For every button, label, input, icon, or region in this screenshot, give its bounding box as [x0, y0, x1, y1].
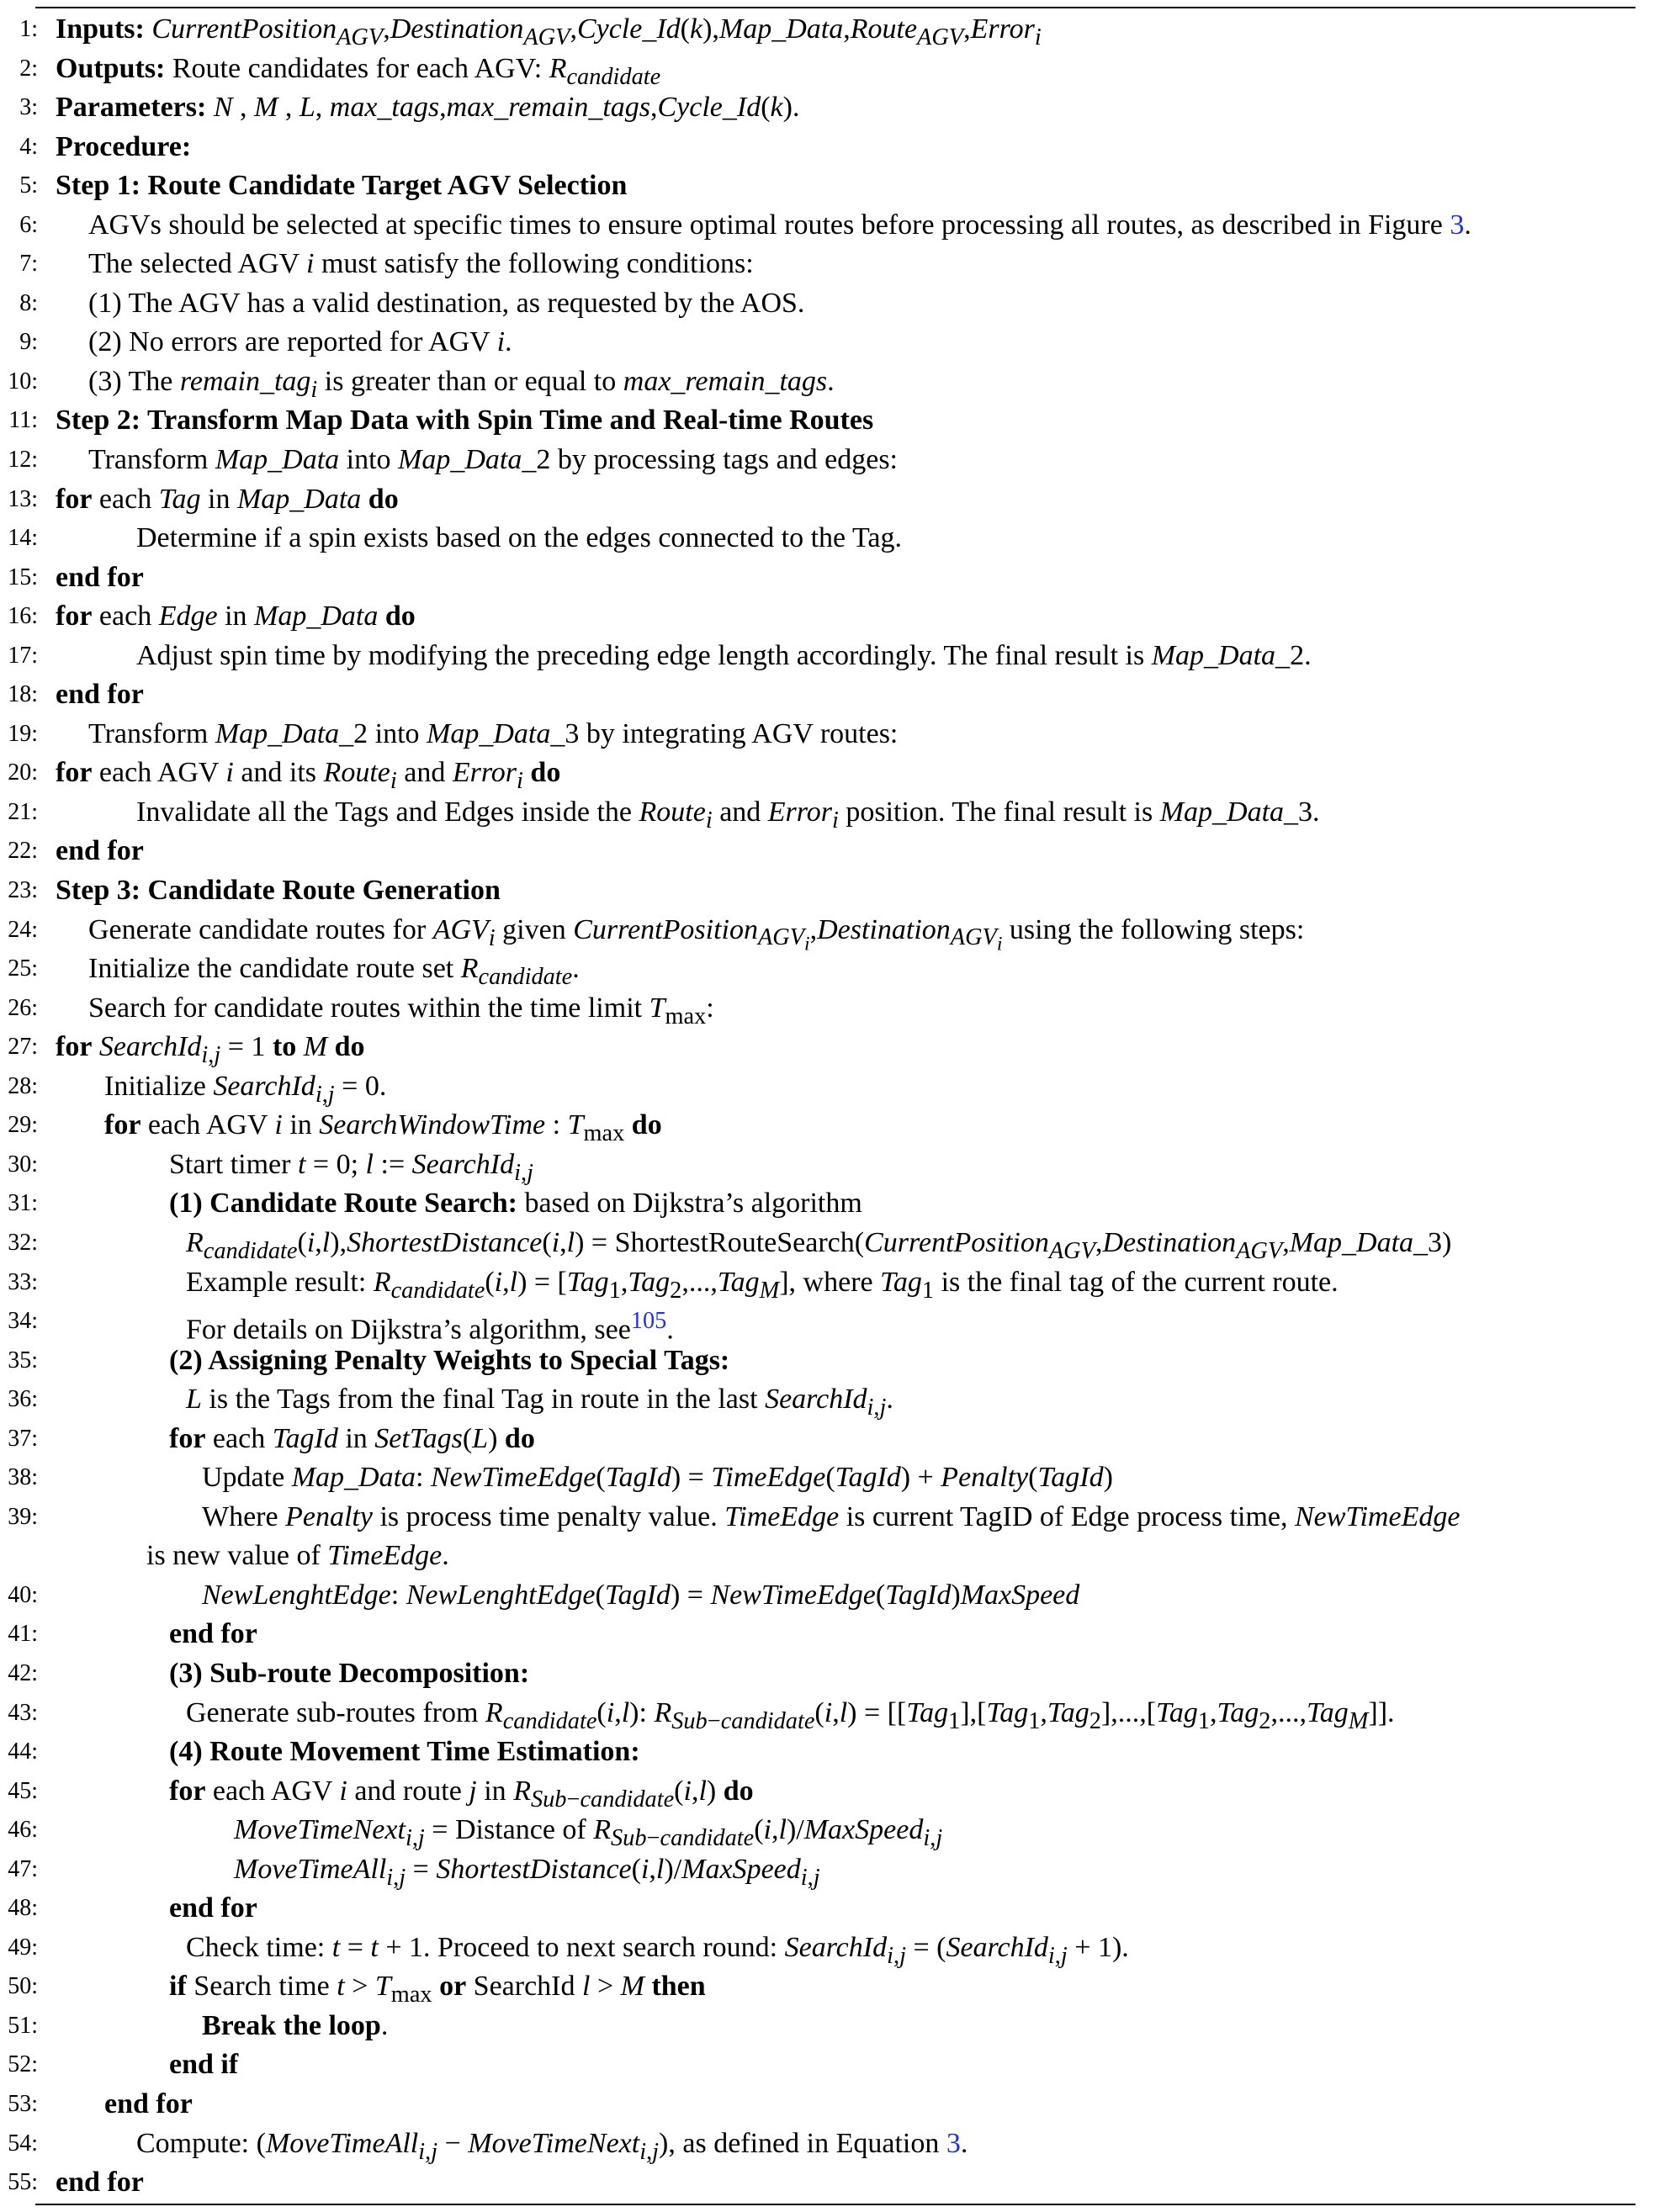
line-text: Start timer t = 0; l := SearchId$_{i,j}$ — [169, 1148, 533, 1186]
line-number: 24: — [8, 916, 38, 943]
line-text: (2) Assigning Penalty Weights to Special Tags: — [169, 1344, 730, 1376]
algorithm-block — [0, 10, 1670, 2203]
algorithm-line — [0, 167, 1670, 206]
line-number: 2: — [19, 55, 38, 82]
algorithm-line — [0, 2007, 1670, 2046]
line-text: end for — [56, 835, 144, 867]
line-text: end for — [56, 561, 144, 593]
algorithm-line — [0, 245, 1670, 284]
algorithm-line — [0, 323, 1670, 362]
line-text: end for — [56, 2167, 144, 2199]
line-number: 13: — [8, 485, 38, 512]
algorithm-line — [0, 832, 1670, 871]
line-number: 34: — [8, 1308, 38, 1335]
line-number: 31: — [8, 1190, 38, 1217]
algorithm-line — [0, 2045, 1670, 2085]
line-number: 37: — [8, 1425, 38, 1452]
algorithm-line — [0, 1224, 1670, 1263]
line-text: Generate sub-routes from $R_{candidate}(i,l)$: $R_{Sub-candidate}(i,l) = [[Tag_1],[Tag_1,Tag_2],...,[Tag_1,Tag_2,...,Tag_M]]$. — [186, 1696, 1395, 1734]
line-text: Break the loop. — [202, 2009, 389, 2041]
line-number: 32: — [8, 1229, 38, 1256]
line-text: The selected AGV i must satisfy the following conditions: — [88, 248, 754, 280]
top-rule — [35, 7, 1636, 8]
line-number: 3: — [19, 94, 38, 121]
line-text: Inputs: CurrentPosition$_{AGV}$,Destination$_{AGV}$,Cycle_Id(k),Map_Data,Route$_{AGV}$,Error$_i$ — [56, 13, 1042, 50]
algorithm-line — [0, 1498, 1670, 1576]
algorithm-line — [0, 2125, 1670, 2164]
algorithm-line — [0, 362, 1670, 402]
line-number: 40: — [8, 1581, 38, 1608]
line-text: Update Map_Data: NewTimeEdge(TagId) = TimeEdge(TagId) + Penalty(TagId) — [202, 1462, 1113, 1494]
line-number: 10: — [8, 368, 38, 394]
line-text: for each TagId in SetTags(L) do — [169, 1422, 535, 1454]
line-text: Outputs: Route candidates for each AGV: $R_{candidate}$ — [56, 52, 661, 90]
algorithm-line — [0, 1929, 1670, 1968]
algorithm-line — [0, 1106, 1670, 1146]
line-number: 16: — [8, 603, 38, 630]
algorithm-line — [0, 50, 1670, 89]
line-number: 6: — [19, 211, 38, 238]
line-text: NewLenghtEdge: NewLenghtEdge(TagId) = NewTimeEdge(TagId)MaxSpeed — [202, 1579, 1080, 1611]
algorithm-line — [0, 1067, 1670, 1107]
line-text: end for — [169, 1892, 257, 1924]
algorithm-line — [0, 1615, 1670, 1654]
line-number: 46: — [8, 1817, 38, 1844]
algorithm-line — [0, 284, 1670, 324]
line-number: 35: — [8, 1347, 38, 1373]
line-text: end if — [169, 2049, 239, 2081]
line-number: 48: — [8, 1895, 38, 1922]
line-text: for each AGV i and route j in $R_{Sub-candidate}(i,l)$ do — [169, 1775, 754, 1812]
line-number: 23: — [8, 877, 38, 904]
line-text: Generate candidate routes for $AGV_i$ given CurrentPosition$_{AGV_i}$,Destination$_{AGV_i}$ using the following steps: — [88, 913, 1305, 956]
line-text: MoveTimeNext$_{i,j}$ = Distance of $R_{Sub-candidate}(i,l)/MaxSpeed_{i,j}$ — [234, 1814, 943, 1851]
algorithm-line — [0, 401, 1670, 441]
algorithm-line — [0, 1811, 1670, 1850]
line-text: (3) Sub-route Decomposition: — [169, 1657, 530, 1689]
line-number: 28: — [8, 1072, 38, 1099]
algorithm-line — [0, 793, 1670, 833]
line-number: 15: — [8, 564, 38, 590]
line-number: 21: — [8, 798, 38, 825]
line-text: Transform Map_Data into Map_Data_2 by processing tags and edges: — [88, 444, 899, 476]
algorithm-line — [0, 519, 1670, 558]
line-text: Check time: t = t + 1. Proceed to next search round: SearchId$_{i,j}$ = (SearchId$_{i,j}$ + 1). — [186, 1931, 1129, 1969]
line-text: for each AGV i in SearchWindowTime : $T_{max}$ do — [104, 1109, 662, 1147]
line-text: Step 2: Transform Map Data with Spin Time and Real-time Routes — [56, 405, 874, 437]
line-text: Where Penalty is process time penalty value. TimeEdge is current TagID of Edge process time, NewTimeEdge is new value of TimeEdge. — [202, 1498, 1643, 1576]
line-number: 49: — [8, 1934, 38, 1961]
algorithm-line — [0, 1028, 1670, 1067]
line-number: 27: — [8, 1034, 38, 1061]
line-text: (1) Candidate Route Search: based on Dijkstra’s algorithm — [169, 1188, 862, 1220]
line-text: Determine if a spin exists based on the edges connected to the Tag. — [136, 522, 902, 554]
algorithm-line — [0, 597, 1670, 637]
algorithm-line — [0, 441, 1670, 480]
algorithm-line — [0, 1967, 1670, 2007]
line-number: 29: — [8, 1112, 38, 1139]
algorithm-line — [0, 2163, 1670, 2203]
line-number: 17: — [8, 642, 38, 669]
line-text: Step 3: Candidate Route Generation — [56, 875, 501, 907]
line-text: $R_{candidate}(i,l),ShortestDistance(i,l)$ = ShortestRouteSearch(CurrentPosition$_{AGV}$,Destination$_{AGV}$,Map_Data_3) — [186, 1226, 1452, 1264]
algorithm-line — [0, 2085, 1670, 2125]
line-number: 20: — [8, 759, 38, 786]
algorithm-line — [0, 637, 1670, 676]
algorithm-line — [0, 88, 1670, 128]
line-number: 41: — [8, 1621, 38, 1648]
line-text: if Search time $t > T_{max}$ or SearchId l > M then — [169, 1971, 706, 2008]
line-number: 11: — [8, 407, 38, 434]
line-text: MoveTimeAll$_{i,j}$ = ShortestDistance(i,l)/MaxSpeed$_{i,j}$ — [234, 1853, 820, 1891]
algorithm-line — [0, 1146, 1670, 1185]
line-number: 54: — [8, 2130, 38, 2156]
line-text: (2) No errors are reported for AGV i. — [88, 326, 512, 358]
line-text: AGVs should be selected at specific times to ensure optimal routes before processing all routes, as described in Figure 3. — [88, 209, 1471, 241]
line-number: 44: — [8, 1738, 38, 1765]
line-text: Example result: $R_{candidate}(i,l) = [Tag_1,Tag_2,...,Tag_M]$, where Tag$_1$ is the final tag of the current route. — [186, 1266, 1339, 1304]
line-number: 51: — [8, 2012, 38, 2039]
line-text: L is the Tags from the final Tag in route in the last SearchId$_{i,j}$. — [186, 1384, 893, 1421]
line-text: Parameters: N , M , L, max_tags,max_remain_tags,Cycle_Id(k). — [56, 92, 800, 124]
algorithm-line — [0, 1341, 1670, 1381]
algorithm-line — [0, 10, 1670, 50]
line-number: 8: — [19, 289, 38, 316]
line-text: Invalidate all the Tags and Edges inside the Route$_i$ and Error$_i$ position. The final result is Map_Data_3. — [136, 796, 1320, 833]
algorithm-line — [0, 1694, 1670, 1733]
algorithm-line — [0, 558, 1670, 598]
algorithm-line — [0, 1420, 1670, 1459]
line-number: 1: — [19, 16, 38, 42]
algorithm-line — [0, 128, 1670, 167]
line-number: 14: — [8, 525, 38, 552]
line-text: Adjust spin time by modifying the preceding edge length accordingly. The final result is Map_Data_2. — [136, 639, 1312, 671]
line-number: 36: — [8, 1386, 38, 1413]
line-text: for SearchId$_{i,j}$ = 1 to M do — [56, 1031, 365, 1069]
algorithm-line — [0, 1576, 1670, 1616]
line-text: end for — [104, 2088, 193, 2119]
line-number: 38: — [8, 1464, 38, 1491]
line-text: (1) The AGV has a valid destination, as requested by the AOS. — [88, 287, 805, 319]
bottom-rule — [35, 2204, 1636, 2205]
algorithm-line — [0, 754, 1670, 793]
line-number: 45: — [8, 1777, 38, 1804]
line-number: 26: — [8, 994, 38, 1021]
line-text: end for — [169, 1618, 257, 1650]
line-text: (4) Route Movement Time Estimation: — [169, 1736, 640, 1768]
line-text: (3) The remain_tag$_i$ is greater than or equal to max_remain_tags. — [88, 365, 835, 403]
algorithm-line — [0, 206, 1670, 246]
algorithm-line — [0, 1380, 1670, 1420]
algorithm-line — [0, 871, 1670, 911]
line-number: 7: — [19, 251, 38, 278]
line-number: 30: — [8, 1151, 38, 1177]
algorithm-line — [0, 1889, 1670, 1929]
line-text: Initialize SearchId$_{i,j}$ = 0. — [104, 1070, 387, 1108]
line-number: 19: — [8, 720, 38, 747]
line-number: 50: — [8, 1973, 38, 2000]
algorithm-line — [0, 1184, 1670, 1224]
line-text: for each Edge in Map_Data do — [56, 601, 416, 632]
line-number: 25: — [8, 955, 38, 982]
line-text: end for — [56, 679, 144, 711]
line-text: Transform Map_Data_2 into Map_Data_3 by integrating AGV routes: — [88, 717, 899, 749]
line-number: 39: — [8, 1503, 38, 1530]
algorithm-line — [0, 911, 1670, 956]
line-number: 12: — [8, 447, 38, 474]
algorithm-line — [0, 1654, 1670, 1694]
line-text: Compute: (MoveTimeAll$_{i,j}$ − MoveTimeNext$_{i,j}$), as defined in Equation 3. — [136, 2127, 968, 2165]
line-text: for each Tag in Map_Data do — [56, 483, 399, 515]
algorithm-line — [0, 1458, 1670, 1498]
line-text: Step 1: Route Candidate Target AGV Selection — [56, 170, 628, 202]
algorithm-line — [0, 1733, 1670, 1772]
algorithm-line — [0, 989, 1670, 1029]
algorithm-line — [0, 950, 1670, 989]
algorithm-line — [0, 1850, 1670, 1890]
algorithm-line — [0, 675, 1670, 715]
line-text: For details on Dijkstra’s algorithm, see$^{105}$. — [186, 1308, 674, 1346]
line-text: Procedure: — [56, 130, 192, 162]
line-number: 53: — [8, 2090, 38, 2117]
line-number: 33: — [8, 1268, 38, 1295]
algorithm-line — [0, 1263, 1670, 1303]
line-number: 47: — [8, 1855, 38, 1882]
line-number: 18: — [8, 681, 38, 708]
algorithm-line — [0, 715, 1670, 754]
line-number: 43: — [8, 1699, 38, 1726]
algorithm-line — [0, 1302, 1670, 1346]
algorithm-line — [0, 480, 1670, 520]
line-number: 5: — [19, 172, 38, 199]
algorithm-line — [0, 1772, 1670, 1812]
line-number: 52: — [8, 2051, 38, 2078]
line-text: for each AGV i and its Route$_i$ and Error$_i$ do — [56, 757, 561, 795]
line-number: 4: — [19, 133, 38, 160]
line-text: Search for candidate routes within the time limit $T_{max}$: — [88, 992, 714, 1029]
line-number: 22: — [8, 838, 38, 865]
line-number: 9: — [19, 329, 38, 356]
line-text-continuation: is new value of TimeEdge. — [146, 1540, 449, 1572]
line-number: 42: — [8, 1659, 38, 1686]
line-text: Initialize the candidate route set $R_{candidate}$. — [88, 953, 580, 990]
line-number: 55: — [8, 2169, 38, 2196]
